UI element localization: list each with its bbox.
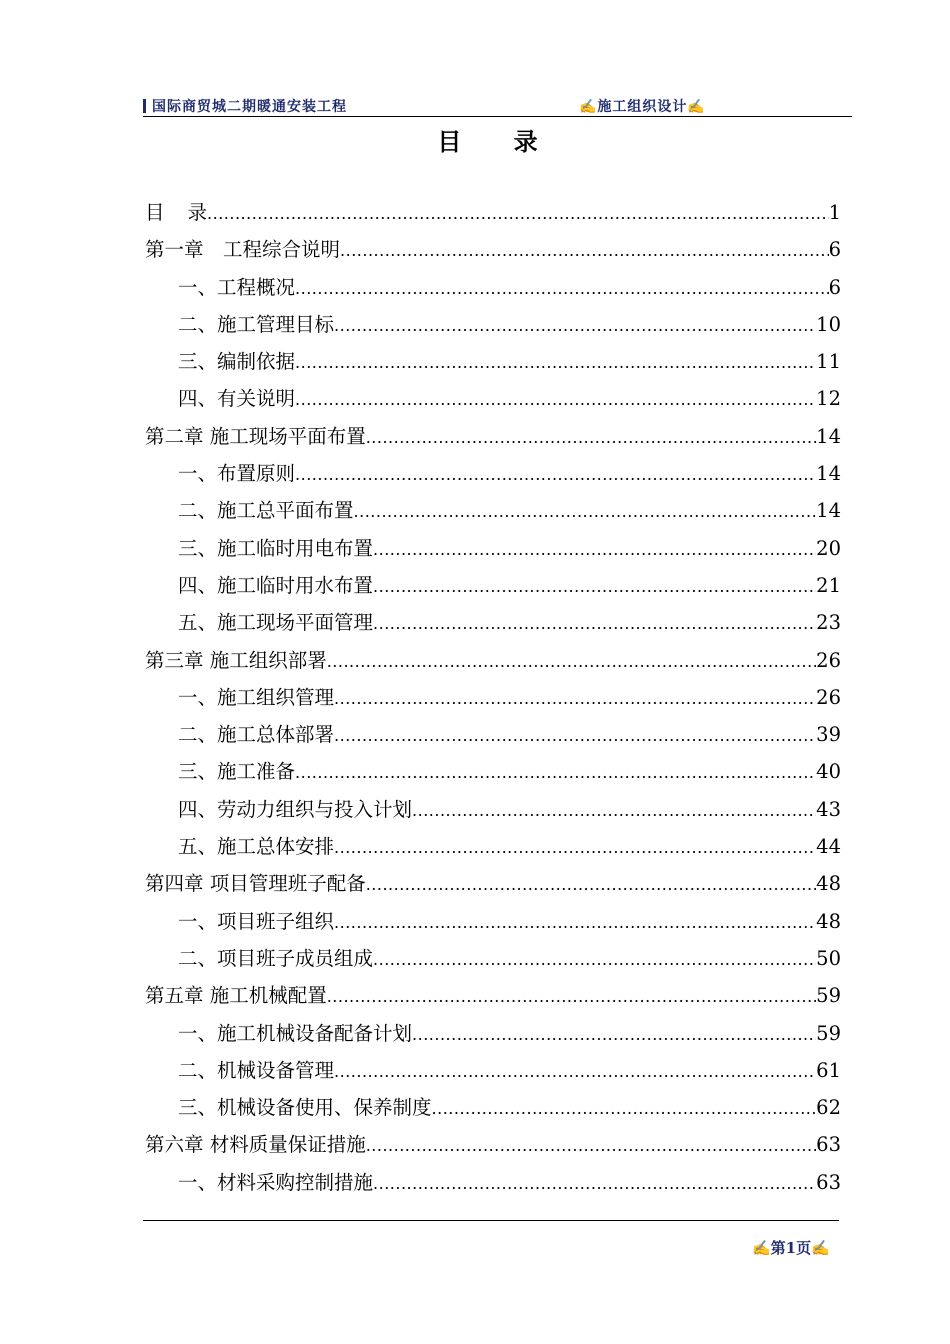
toc-page-number: 10 [816,312,841,336]
toc-entry-label: 三、机械设备使用、保养制度 [178,1096,432,1120]
toc-entry-label: 三、施工临时用电布置 [178,536,374,560]
toc-entry-label: 一、材料采购控制措施 [178,1170,374,1194]
toc-leader-dots [207,204,829,223]
toc-entry-label: 二、施工总体部署 [178,723,335,747]
toc-entry[interactable] [145,756,841,793]
toc-entry[interactable] [145,719,841,756]
toc-entry[interactable] [145,234,841,271]
toc-entry[interactable] [145,831,841,868]
toc-page-number: 61 [816,1058,841,1082]
toc-entry-label: 四、有关说明 [178,387,296,411]
toc-page-number: 63 [816,1133,841,1157]
toc-leader-dots [334,913,816,932]
toc-leader-dots [334,726,816,745]
toc-page-number: 43 [816,797,841,821]
toc-entry[interactable] [145,645,841,682]
toc-entry[interactable] [145,383,841,420]
toc-page-number: 48 [816,909,841,933]
toc-entry-label: 第二章 施工现场平面布置 [145,424,366,448]
toc-page-number: 14 [816,499,841,523]
toc-leader-dots [373,614,816,633]
toc-leader-dots [327,987,816,1006]
toc-entry-label: 四、劳动力组织与投入计划 [178,797,413,821]
footer-divider [143,1220,839,1221]
toc-entry[interactable] [145,906,841,943]
header-project-name [143,96,347,116]
toc-entry-label: 第六章 材料质量保证措施 [145,1133,366,1157]
toc-leader-dots [366,1136,816,1155]
toc-entry-label: 三、施工准备 [178,760,296,784]
toc-page-number: 39 [816,723,841,747]
header-doc-type: ✍施工组织设计✍ [579,99,706,115]
toc-leader-dots [366,428,816,447]
toc-entry-label: 一、布置原则 [178,462,296,486]
toc-page-number: 50 [816,946,841,970]
toc-entry-label: 二、项目班子成员组成 [178,946,374,970]
toc-leader-dots [412,1025,816,1044]
toc-leader-dots [295,353,816,372]
toc-entry-label: 二、机械设备管理 [178,1058,335,1082]
toc-entry-label: 一、施工组织管理 [178,685,335,709]
toc-page-number: 14 [816,424,841,448]
toc-leader-dots [295,763,816,782]
toc-entry[interactable] [145,458,841,495]
toc-leader-dots [295,465,816,484]
toc-leader-dots [373,950,816,969]
page-number-footer: ✍第1页✍ [752,1239,830,1257]
toc-entry-label: 第四章 项目管理班子配备 [145,872,366,896]
toc-leader-dots [366,875,816,894]
toc-entry-label: 一、施工机械设备配备计划 [178,1021,413,1045]
toc-entry[interactable] [145,980,841,1017]
toc-entry[interactable] [145,682,841,719]
toc-page-number: 62 [816,1096,841,1120]
toc-leader-dots [354,502,817,521]
toc-page-number: 11 [816,350,841,374]
toc-entry-label: 四、施工临时用水布置 [178,573,374,597]
toc-page-number: 48 [816,872,841,896]
toc-entry[interactable] [145,495,841,532]
toc-leader-dots [327,652,816,671]
toc-entry[interactable] [145,1129,841,1166]
toc-leader-dots [412,801,816,820]
toc-leader-dots [334,689,816,708]
toc-page-number: 26 [816,685,841,709]
header-bar-mark [143,99,146,113]
toc-entry[interactable] [145,309,841,346]
page-header [143,94,852,117]
toc-entry[interactable] [145,1018,841,1055]
toc-entry[interactable] [145,272,841,309]
toc-leader-dots [340,241,829,260]
toc-page-number: 21 [816,573,841,597]
toc-page-number: 14 [816,462,841,486]
toc-entry-label: 一、工程概况 [178,275,296,299]
toc-page-number: 44 [816,835,841,859]
toc-entry-label: 五、施工总体安排 [178,835,335,859]
toc-page-number: 1 [828,201,841,224]
toc-page-number: 23 [816,611,841,635]
toc-entry[interactable] [145,570,841,607]
toc-entry-label: 二、施工管理目标 [178,312,335,336]
toc-leader-dots [334,316,816,335]
toc-entry[interactable] [145,794,841,831]
toc-entry[interactable] [145,1092,841,1129]
toc-entry[interactable] [145,346,841,383]
toc-entry[interactable] [145,868,841,905]
page-title: 目 录 [437,127,560,156]
toc-entry-label: 三、编制依据 [178,350,296,374]
toc-leader-dots [295,390,816,409]
toc-leader-dots [373,577,816,596]
toc-entry[interactable] [145,197,841,234]
toc-entry[interactable] [145,1167,841,1204]
header-project-text: 国际商贸城二期暖通安装工程 [152,99,347,115]
toc-entry[interactable] [145,943,841,980]
toc-leader-dots [334,1062,816,1081]
toc-page-number: 59 [816,984,841,1008]
toc-page-number: 63 [816,1170,841,1194]
toc-entry-label: 第三章 施工组织部署 [145,648,327,672]
toc-entry[interactable] [145,607,841,644]
toc-leader-dots [295,279,829,298]
toc-page-number: 59 [816,1021,841,1045]
table-of-contents [145,197,841,1204]
toc-entry-label: 二、施工总平面布置 [178,499,354,523]
toc-entry[interactable] [145,421,841,458]
toc-page-number: 40 [816,760,841,784]
toc-page-number: 20 [816,536,841,560]
toc-entry-label: 一、项目班子组织 [178,909,335,933]
toc-entry-label: 第五章 施工机械配置 [145,984,327,1008]
toc-entry-label: 五、施工现场平面管理 [178,611,374,635]
toc-entry-label: 第一章 工程综合说明 [145,238,341,262]
toc-page-number: 6 [828,238,841,262]
toc-leader-dots [373,1174,816,1193]
toc-leader-dots [432,1099,817,1118]
toc-page-number: 12 [816,387,841,411]
toc-entry-label: 目 录 [145,201,208,224]
toc-entry[interactable] [145,1055,841,1092]
toc-page-number: 6 [828,275,841,299]
toc-leader-dots [334,838,816,857]
toc-page-number: 26 [816,648,841,672]
toc-entry[interactable] [145,533,841,570]
toc-leader-dots [373,540,816,559]
